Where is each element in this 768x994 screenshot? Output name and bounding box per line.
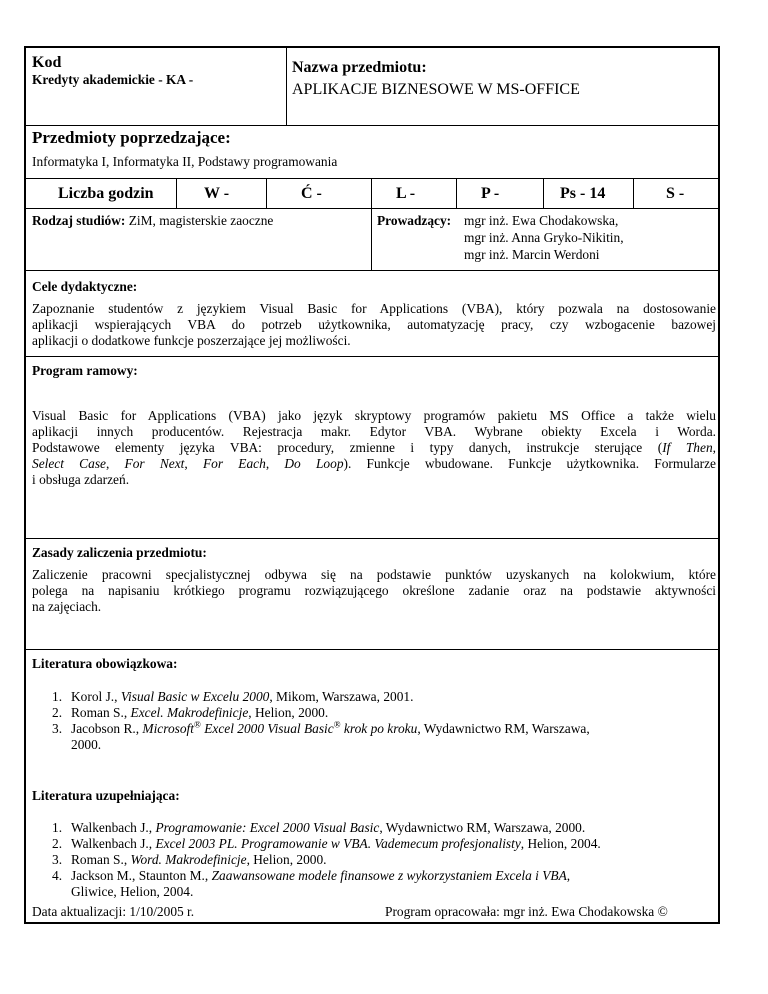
program-row	[26, 357, 718, 539]
hours-c: Ć -	[301, 185, 322, 202]
hours-p: P -	[481, 185, 500, 202]
program-title: Program ramowy:	[32, 363, 138, 378]
goals-line-1: Zapoznanie studentów z językiem Visual Basic for Applications (VBA), który pozwala na dostosowanie	[32, 301, 716, 316]
nazwa-label: Nazwa przedmiotu:	[292, 59, 427, 76]
hours-w: W -	[204, 185, 230, 202]
kredyty-label: Kredyty akademickie - KA -	[32, 72, 194, 87]
goals-row	[26, 271, 718, 357]
prerequisites-value: Informatyka I, Informatyka II, Podstawy programowania	[32, 154, 338, 169]
study-type-label: Rodzaj studiów:	[32, 213, 126, 228]
rules-line-1: Zaliczenie pracowni specjalistycznej odbywa się na podstawie punktów uzyskanych na kolokwium, które	[32, 567, 716, 582]
study-type-value: ZiM, magisterskie zaoczne	[128, 213, 274, 228]
program-line-3: Podstawowe elementy języka VBA: procedury, zmienne i typy danych, instrukcje sterujące (If Then,	[32, 440, 716, 455]
hours-label: Liczba godzin	[58, 185, 154, 202]
program-line-2: aplikacji innych producentów. Rejestracja makr. Edytor VBA. Wybrane obiekty Excela i Worda.	[32, 424, 716, 439]
hours-ps: Ps - 14	[560, 185, 606, 202]
goals-title: Cele dydaktyczne:	[32, 279, 138, 294]
goals-line-3: aplikacji o dodatkowe funkcje poszerzające jej możliwości.	[32, 333, 351, 348]
lecturer-1: mgr inż. Ewa Chodakowska,	[464, 213, 619, 228]
course-sheet	[24, 46, 720, 924]
literature-section: Literatura obowiązkowa: 1. Korol J., Visual Basic w Excelu 2000, Mikom, Warszawa, 2001. 2. Roman S., Excel. Makrodefinicje, Helion, 2000. 3. Jacobson R., Microsoft® Excel 2000 Visual Basic® krok po kroku, Wydawnictwo RM, Warszawa, 2000. Literatura uzupełniająca: 1. Walkenbach J., Programowanie: Excel 2000 Visual Basic, Wydawnictwo RM, Warszawa, 2000. 2. Walkenbach J., Excel 2003 PL. Programowanie w VBA. Vademecum profesjonalisty, Helion, 2004. 3. Roman S., Word. Makrodefinicje, Helion, 2000. 4. Jackson M., Staunton M., Zaawansowane modele finansowe z wykorzystaniem Excela i VBA, Gliwice, Helion, 2004. Data aktualizacji: 1/10/2005 r. Program opracowała: mgr inż. Ewa Chodakowska ©	[32, 656, 668, 919]
lit-required-title: Literatura obowiązkowa:	[32, 656, 178, 671]
lecturer-2: mgr inż. Anna Gryko-Nikitin,	[464, 230, 624, 245]
study-type	[32, 213, 273, 229]
course-name: APLIKACJE BIZNESOWE W MS-OFFICE	[292, 81, 580, 98]
lit-supplementary-title: Literatura uzupełniająca:	[32, 788, 180, 803]
lecturers-label: Prowadzący:	[377, 213, 452, 228]
header-row	[26, 48, 718, 126]
program-line-5: i obsługa zdarzeń.	[32, 472, 130, 487]
hours-row	[26, 179, 718, 209]
prerequisites-row	[26, 126, 718, 179]
prerequisites-title: Przedmioty poprzedzające:	[32, 128, 231, 147]
rules-line-2: polega na napisaniu krótkiego programu rozwiązującego określone zadanie oraz na podstawie aktywności	[32, 583, 716, 598]
program-line-4: Select Case, For Next, For Each, Do Loop). Funkcje wbudowane. Funkcje użytkownika. Formularze	[32, 456, 716, 471]
program-line-1: Visual Basic for Applications (VBA) jako język skryptowy programów pakietu MS Office a także wielu	[32, 408, 716, 423]
update-date: Data aktualizacji: 1/10/2005 r.	[32, 904, 195, 919]
kod-label: Kod	[32, 54, 62, 71]
hours-l: L -	[396, 185, 416, 202]
goals-line-2: aplikacji wspierających VBA do potrzeb użytkownika, automatyzację pracy, czy wzbogacenie bazowej	[32, 317, 716, 332]
rules-row	[26, 539, 718, 650]
hours-s: S -	[666, 185, 685, 202]
author-credit: Program opracowała: mgr inż. Ewa Chodakowska ©	[385, 904, 668, 919]
lecturer-3: mgr inż. Marcin Werdoni	[464, 247, 600, 262]
rules-title: Zasady zaliczenia przedmiotu:	[32, 545, 207, 560]
rules-line-3: na zajęciach.	[32, 599, 102, 614]
studies-row	[26, 209, 718, 271]
